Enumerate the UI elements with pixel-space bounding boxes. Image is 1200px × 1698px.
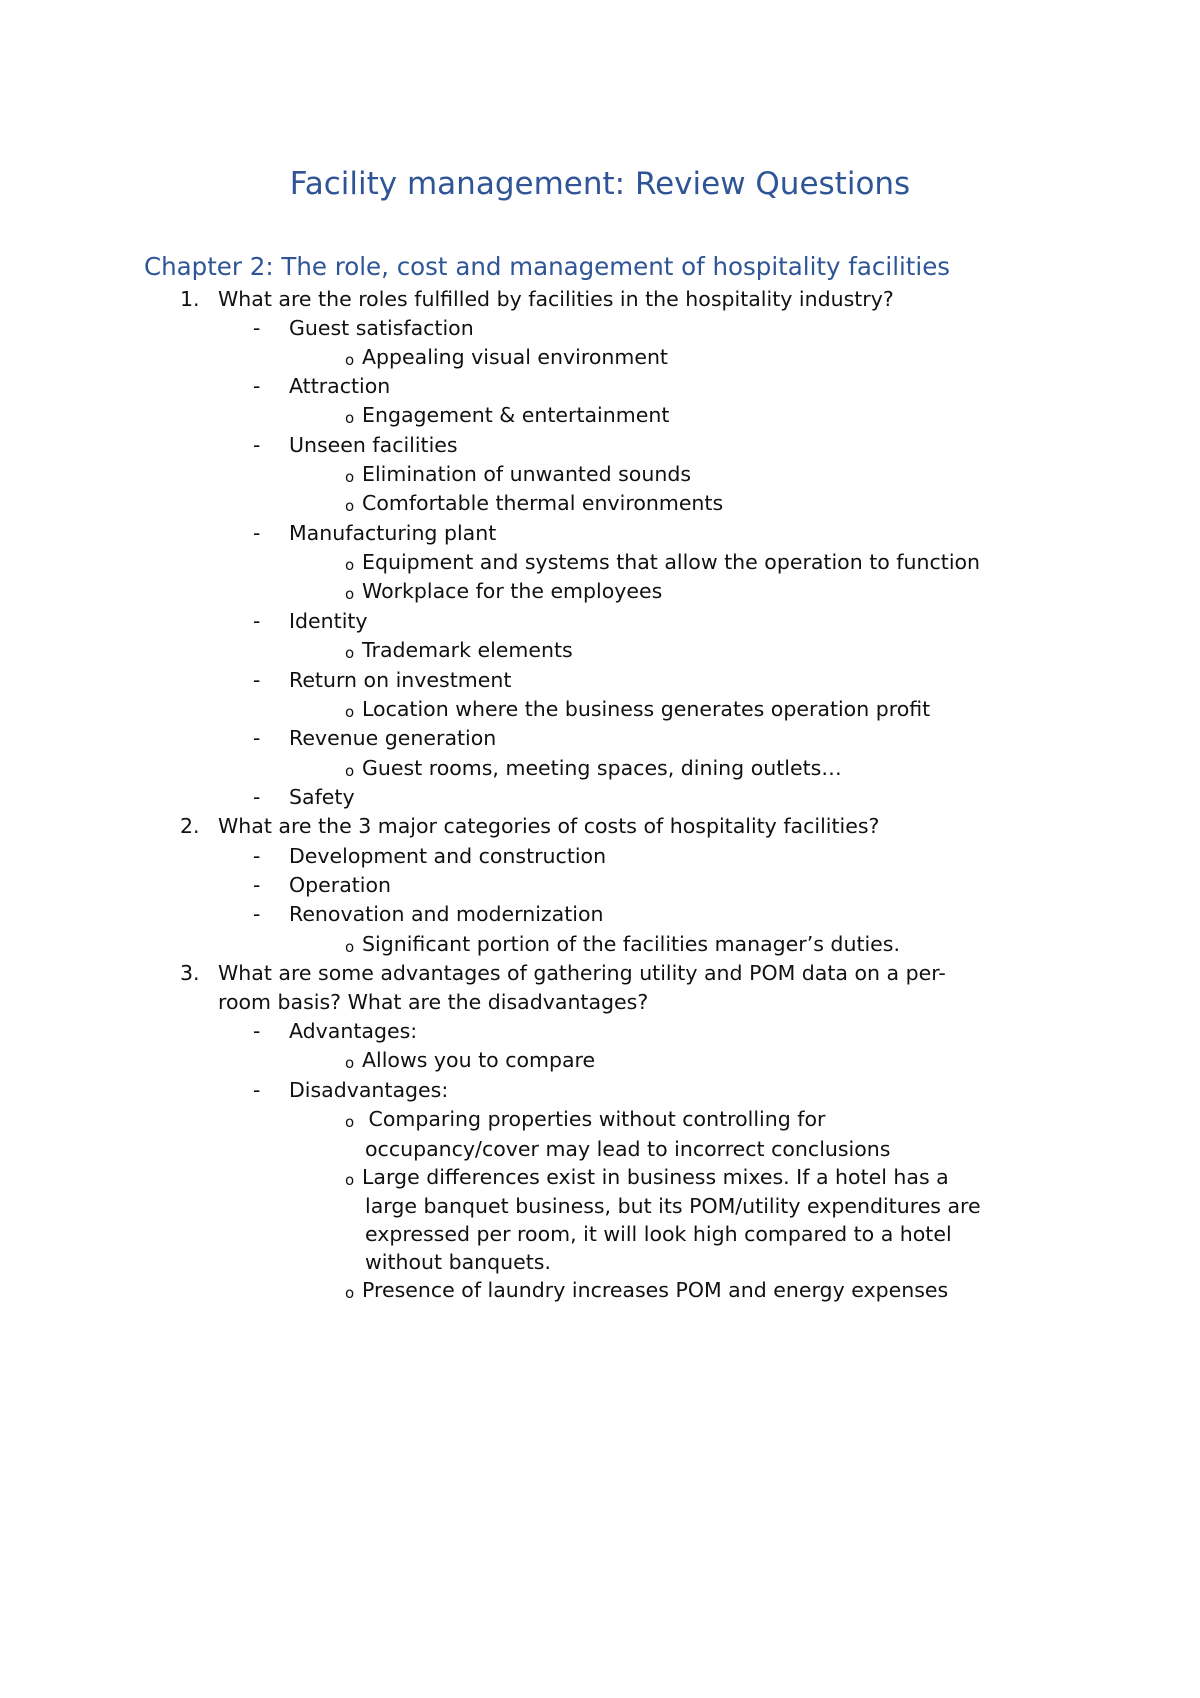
dash-marker: - <box>253 1078 261 1102</box>
list-item-label: Development and construction <box>289 844 607 868</box>
dash-marker: - <box>253 609 261 633</box>
question-text: What are the roles fulfilled by facilities in the hospitality industry? <box>218 287 894 311</box>
question-number: 3. <box>180 961 200 985</box>
bullet-icon: o <box>345 351 355 369</box>
bullet-icon: o <box>345 1171 355 1189</box>
list-item-label: Revenue generation <box>289 726 497 750</box>
dash-marker: - <box>253 433 261 457</box>
dash-marker: - <box>253 844 261 868</box>
sub-list-item-text: Presence of laundry increases POM and energy expenses <box>362 1278 949 1302</box>
list-item-label: Renovation and modernization <box>289 902 604 926</box>
dash-marker: - <box>253 726 261 750</box>
dash-marker: - <box>253 374 261 398</box>
list-item-label: Attraction <box>289 374 391 398</box>
bullet-icon: o <box>345 556 355 574</box>
bullet-icon: o <box>345 644 355 662</box>
bullet-icon: o <box>345 1054 355 1072</box>
bullet-icon: o <box>345 1113 355 1131</box>
list-item-label: Disadvantages: <box>289 1078 449 1102</box>
sub-list-item-text: large banquet business, but its POM/utility expenditures are <box>365 1194 981 1218</box>
bullet-icon: o <box>345 1284 355 1302</box>
question-text: What are the 3 major categories of costs of hospitality facilities? <box>218 814 880 838</box>
sub-list-item-text: Trademark elements <box>362 638 573 662</box>
list-item-label: Safety <box>289 785 355 809</box>
dash-marker: - <box>253 873 261 897</box>
question-text: What are some advantages of gathering utility and POM data on a per- <box>218 961 946 985</box>
dash-marker: - <box>253 521 261 545</box>
bullet-icon: o <box>345 938 355 956</box>
question-number: 1. <box>180 287 200 311</box>
sub-list-item-text: Appealing visual environment <box>362 345 668 369</box>
list-item-label: Return on investment <box>289 668 512 692</box>
dash-marker: - <box>253 668 261 692</box>
document-title: Facility management: Review Questions <box>289 166 911 202</box>
bullet-icon: o <box>345 409 355 427</box>
sub-list-item-text: Comparing properties without controlling for <box>362 1107 826 1131</box>
bullet-icon: o <box>345 497 355 515</box>
bullet-icon: o <box>345 468 355 486</box>
list-item-label: Identity <box>289 609 368 633</box>
bullet-icon: o <box>345 762 355 780</box>
list-item-label: Guest satisfaction <box>289 316 474 340</box>
dash-marker: - <box>253 902 261 926</box>
sub-list-item-text: without banquets. <box>365 1250 552 1274</box>
list-item-label: Manufacturing plant <box>289 521 497 545</box>
dash-marker: - <box>253 316 261 340</box>
sub-list-item-text: Workplace for the employees <box>362 579 663 603</box>
sub-list-item-text: occupancy/cover may lead to incorrect conclusions <box>365 1137 891 1161</box>
list-item-label: Operation <box>289 873 392 897</box>
bullet-icon: o <box>345 703 355 721</box>
chapter-heading: Chapter 2: The role, cost and management of hospitality facilities <box>144 252 951 281</box>
sub-list-item-text: Elimination of unwanted sounds <box>362 462 692 486</box>
sub-list-item-text: Large differences exist in business mixes. If a hotel has a <box>362 1165 949 1189</box>
question-number: 2. <box>180 814 200 838</box>
bullet-icon: o <box>345 585 355 603</box>
sub-list-item-text: expressed per room, it will look high compared to a hotel <box>365 1222 952 1246</box>
sub-list-item-text: Significant portion of the facilities manager’s duties. <box>362 932 900 956</box>
list-item-label: Unseen facilities <box>289 433 458 457</box>
dash-marker: - <box>253 1019 261 1043</box>
sub-list-item-text: Equipment and systems that allow the operation to function <box>362 550 981 574</box>
sub-list-item-text: Guest rooms, meeting spaces, dining outlets… <box>362 756 842 780</box>
dash-marker: - <box>253 785 261 809</box>
sub-list-item-text: Comfortable thermal environments <box>362 491 724 515</box>
question-text: room basis? What are the disadvantages? <box>218 990 649 1014</box>
sub-list-item-text: Allows you to compare <box>362 1048 596 1072</box>
sub-list-item-text: Location where the business generates operation profit <box>362 697 931 721</box>
sub-list-item-text: Engagement & entertainment <box>362 403 670 427</box>
list-item-label: Advantages: <box>289 1019 418 1043</box>
